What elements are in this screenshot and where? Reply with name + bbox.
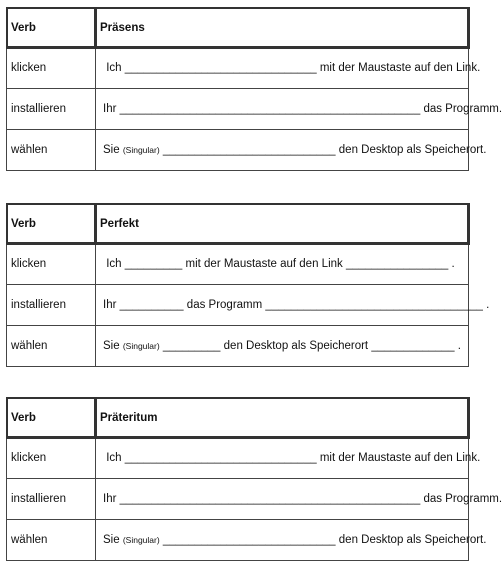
answer-blank-2[interactable]: __________________________________ [265,299,483,311]
verb-cell: wählen [7,326,96,367]
sentence-cell [96,285,490,326]
answer-blank[interactable]: _______________________________________________ [119,103,421,115]
sentence-rest: den Desktop als Speicherort [223,340,369,352]
sentence-cell [96,89,502,130]
sentence-cell [96,438,481,479]
sentence-rest: den Desktop als Speicherort. [338,534,487,546]
singular-note: (Singular) [122,145,160,155]
singular-note: (Singular) [122,341,160,351]
answer-blank[interactable]: ______________________________ [124,62,317,74]
verb-cell: wählen [7,520,96,561]
sentence-subject: Ich [106,258,122,270]
sentence-end: . [457,340,461,352]
table-header [7,204,469,244]
sentence-subject: Sie [103,340,120,352]
table-row [7,244,469,285]
answer-blank[interactable]: __________ [119,299,184,311]
table-row [7,520,469,561]
answer-blank[interactable]: _________ [162,340,221,352]
sentence-end: . [451,258,455,270]
verb-cell: installieren [7,479,96,520]
table-row [7,48,469,89]
sentence-rest: mit der Maustaste auf den Link. [319,62,481,74]
singular-note: (Singular) [122,535,160,545]
header-verb: Verb [7,398,96,438]
verb-cell: klicken [7,438,96,479]
sentence-subject: Ich [106,62,122,74]
sentence-rest: das Programm. [423,493,502,505]
table-row [7,130,469,171]
sentence-subject: Ich [106,452,122,464]
sentence-cell [96,479,502,520]
sentence-cell [96,48,481,89]
sentence-cell [96,130,487,171]
sentence-subject: Sie [103,534,120,546]
sentence-subject: Ihr [103,103,117,115]
header-verb: Verb [7,8,96,48]
header-tense: Perfekt [96,204,469,244]
table-row [7,479,469,520]
table-row [7,285,469,326]
answer-blank[interactable]: _______________________________________________ [119,493,421,505]
sentence-cell [96,326,469,367]
sentence-rest: mit der Maustaste auf den Link. [319,452,481,464]
verb-cell: klicken [7,48,96,89]
header-tense: Präteritum [96,398,469,438]
verb-cell: wählen [7,130,96,171]
verb-cell: installieren [7,285,96,326]
header-verb: Verb [7,204,96,244]
sentence-rest: mit der Maustaste auf den Link [185,258,343,270]
answer-blank[interactable]: _________ [124,258,183,270]
verb-cell: installieren [7,89,96,130]
perfekt-table [6,203,490,367]
sentence-rest: das Programm [186,299,263,311]
sentence-cell [96,520,487,561]
sentence-rest: das Programm. [423,103,502,115]
table-row [7,438,469,479]
table-row [7,326,469,367]
answer-blank-2[interactable]: _____________ [371,340,455,352]
praeteritum-table [6,397,502,561]
verb-cell: klicken [7,244,96,285]
header-tense: Präsens [96,8,469,48]
praesens-table [6,7,502,171]
sentence-subject: Ihr [103,299,117,311]
table-header [7,398,469,438]
answer-blank[interactable]: ___________________________ [162,144,336,156]
table-header [7,8,469,48]
table-row [7,89,469,130]
answer-blank-2[interactable]: ________________ [345,258,449,270]
sentence-subject: Sie [103,144,120,156]
sentence-subject: Ihr [103,493,117,505]
sentence-end: . [486,299,490,311]
sentence-rest: den Desktop als Speicherort. [338,144,487,156]
sentence-cell [96,244,469,285]
answer-blank[interactable]: ______________________________ [124,452,317,464]
answer-blank[interactable]: ___________________________ [162,534,336,546]
